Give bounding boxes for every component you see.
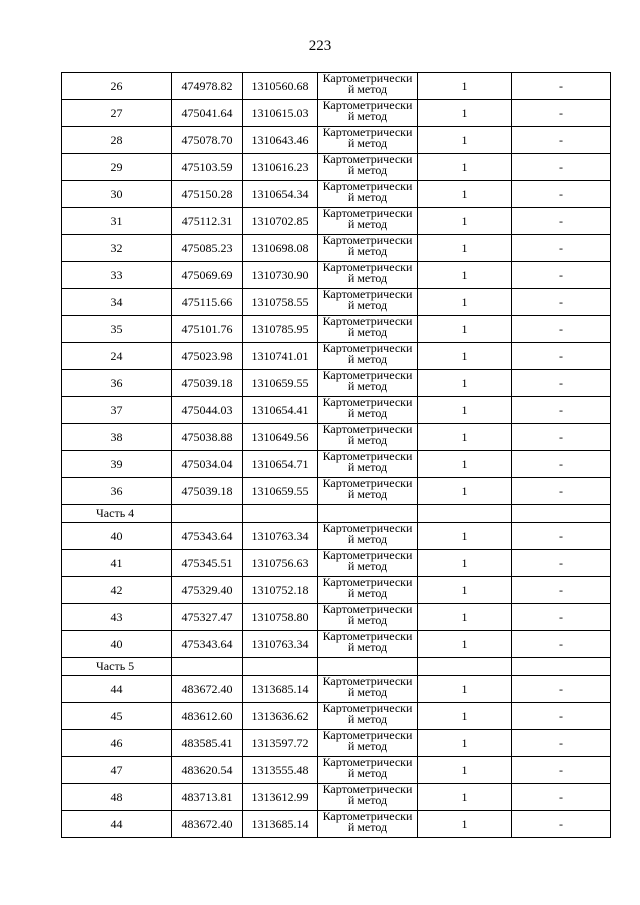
method-line-1: Картометрически [322, 207, 413, 220]
method-cell [318, 757, 418, 784]
method-line-1: Картометрически [322, 342, 413, 355]
precision-cell: 1 [418, 604, 512, 631]
x-coordinate-cell: 483620.54 [172, 757, 243, 784]
method-line-1: Картометрически [322, 450, 413, 463]
description-cell: - [512, 757, 611, 784]
x-coordinate-cell: 475103.59 [172, 154, 243, 181]
description-cell: - [512, 631, 611, 658]
table-row [62, 550, 611, 577]
y-coordinate-cell: 1310758.80 [243, 604, 318, 631]
method-line-1: Картометрически [322, 702, 413, 715]
table-row [62, 154, 611, 181]
method-cell [318, 262, 418, 289]
method-cell [318, 523, 418, 550]
method-cell [318, 316, 418, 343]
method-line-1: Картометрически [322, 522, 413, 535]
method-line-1: Картометрически [322, 126, 413, 139]
y-coordinate-cell: 1310752.18 [243, 577, 318, 604]
method-line-2: й метод [347, 559, 388, 573]
point-number-cell: 44 [62, 676, 172, 703]
y-coordinate-cell: 1313685.14 [243, 676, 318, 703]
x-coordinate-cell: 474978.82 [172, 73, 243, 100]
precision-cell: 1 [418, 208, 512, 235]
precision-cell: 1 [418, 397, 512, 424]
y-coordinate-cell: 1310659.55 [243, 478, 318, 505]
x-coordinate-cell: 483672.40 [172, 676, 243, 703]
description-cell: - [512, 235, 611, 262]
point-number-cell: 24 [62, 343, 172, 370]
table-row [62, 577, 611, 604]
description-cell: - [512, 154, 611, 181]
x-coordinate-cell: 475044.03 [172, 397, 243, 424]
empty-cell [172, 505, 243, 523]
coordinates-table [61, 72, 611, 838]
point-number-cell: 37 [62, 397, 172, 424]
y-coordinate-cell: 1310643.46 [243, 127, 318, 154]
table-row [62, 451, 611, 478]
empty-cell [172, 658, 243, 676]
y-coordinate-cell: 1310741.01 [243, 343, 318, 370]
precision-cell: 1 [418, 262, 512, 289]
method-line-2: й метод [347, 325, 388, 339]
section-label: Часть 5 [62, 658, 172, 676]
precision-cell: 1 [418, 784, 512, 811]
precision-cell: 1 [418, 154, 512, 181]
description-cell: - [512, 127, 611, 154]
method-line-1: Картометрически [322, 396, 413, 409]
y-coordinate-cell: 1313636.62 [243, 703, 318, 730]
x-coordinate-cell: 483672.40 [172, 811, 243, 838]
description-cell: - [512, 577, 611, 604]
table-row [62, 811, 611, 838]
method-line-2: й метод [347, 586, 388, 600]
x-coordinate-cell: 475069.69 [172, 262, 243, 289]
point-number-cell: 48 [62, 784, 172, 811]
method-cell [318, 784, 418, 811]
point-number-cell: 34 [62, 289, 172, 316]
y-coordinate-cell: 1310654.41 [243, 397, 318, 424]
method-line-1: Картометрически [322, 756, 413, 769]
table-row [62, 262, 611, 289]
point-number-cell: 38 [62, 424, 172, 451]
point-number-cell: 41 [62, 550, 172, 577]
method-cell [318, 127, 418, 154]
x-coordinate-cell: 483585.41 [172, 730, 243, 757]
table-row [62, 397, 611, 424]
method-cell [318, 181, 418, 208]
x-coordinate-cell: 475343.64 [172, 631, 243, 658]
method-line-2: й метод [347, 352, 388, 366]
point-number-cell: 39 [62, 451, 172, 478]
table-row [62, 235, 611, 262]
x-coordinate-cell: 475034.04 [172, 451, 243, 478]
y-coordinate-cell: 1310702.85 [243, 208, 318, 235]
description-cell: - [512, 550, 611, 577]
method-line-2: й метод [347, 613, 388, 627]
method-line-1: Картометрически [322, 153, 413, 166]
method-cell [318, 811, 418, 838]
method-cell [318, 343, 418, 370]
empty-cell [318, 658, 418, 676]
section-row [62, 658, 611, 676]
empty-cell [243, 505, 318, 523]
empty-cell [512, 505, 611, 523]
y-coordinate-cell: 1310615.03 [243, 100, 318, 127]
precision-cell: 1 [418, 73, 512, 100]
method-line-1: Картометрически [322, 576, 413, 589]
method-line-2: й метод [347, 433, 388, 447]
y-coordinate-cell: 1310654.34 [243, 181, 318, 208]
point-number-cell: 35 [62, 316, 172, 343]
method-cell [318, 676, 418, 703]
table-row [62, 343, 611, 370]
description-cell: - [512, 730, 611, 757]
method-line-2: й метод [347, 460, 388, 474]
precision-cell: 1 [418, 577, 512, 604]
precision-cell: 1 [418, 316, 512, 343]
method-cell [318, 703, 418, 730]
method-line-1: Картометрически [322, 549, 413, 562]
precision-cell: 1 [418, 478, 512, 505]
point-number-cell: 31 [62, 208, 172, 235]
description-cell: - [512, 424, 611, 451]
method-line-2: й метод [347, 379, 388, 393]
point-number-cell: 46 [62, 730, 172, 757]
description-cell: - [512, 208, 611, 235]
method-line-2: й метод [347, 298, 388, 312]
x-coordinate-cell: 475078.70 [172, 127, 243, 154]
description-cell: - [512, 523, 611, 550]
y-coordinate-cell: 1310616.23 [243, 154, 318, 181]
description-cell: - [512, 397, 611, 424]
method-cell [318, 478, 418, 505]
method-line-1: Картометрически [322, 423, 413, 436]
description-cell: - [512, 784, 611, 811]
x-coordinate-cell: 475329.40 [172, 577, 243, 604]
method-cell [318, 289, 418, 316]
method-line-1: Картометрически [322, 315, 413, 328]
point-number-cell: 40 [62, 523, 172, 550]
description-cell: - [512, 451, 611, 478]
method-cell [318, 631, 418, 658]
precision-cell: 1 [418, 181, 512, 208]
empty-cell [512, 658, 611, 676]
table-row [62, 316, 611, 343]
x-coordinate-cell: 475327.47 [172, 604, 243, 631]
table-row [62, 631, 611, 658]
x-coordinate-cell: 475023.98 [172, 343, 243, 370]
table-row [62, 424, 611, 451]
method-line-2: й метод [347, 136, 388, 150]
table-row [62, 523, 611, 550]
x-coordinate-cell: 483612.60 [172, 703, 243, 730]
point-number-cell: 47 [62, 757, 172, 784]
table-row [62, 757, 611, 784]
description-cell: - [512, 100, 611, 127]
description-cell: - [512, 316, 611, 343]
method-line-1: Картометрически [322, 369, 413, 382]
method-cell [318, 73, 418, 100]
method-line-2: й метод [347, 271, 388, 285]
precision-cell: 1 [418, 703, 512, 730]
x-coordinate-cell: 475343.64 [172, 523, 243, 550]
method-line-1: Картометрически [322, 783, 413, 796]
point-number-cell: 33 [62, 262, 172, 289]
point-number-cell: 43 [62, 604, 172, 631]
y-coordinate-cell: 1313597.72 [243, 730, 318, 757]
point-number-cell: 36 [62, 370, 172, 397]
method-line-1: Картометрически [322, 675, 413, 688]
precision-cell: 1 [418, 370, 512, 397]
precision-cell: 1 [418, 451, 512, 478]
method-line-2: й метод [347, 217, 388, 231]
y-coordinate-cell: 1313612.99 [243, 784, 318, 811]
point-number-cell: 26 [62, 73, 172, 100]
precision-cell: 1 [418, 235, 512, 262]
empty-cell [243, 658, 318, 676]
method-line-2: й метод [347, 82, 388, 96]
precision-cell: 1 [418, 550, 512, 577]
y-coordinate-cell: 1310785.95 [243, 316, 318, 343]
y-coordinate-cell: 1310756.63 [243, 550, 318, 577]
table-row [62, 208, 611, 235]
x-coordinate-cell: 483713.81 [172, 784, 243, 811]
description-cell: - [512, 604, 611, 631]
page-number: 223 [308, 38, 332, 54]
method-line-2: й метод [347, 820, 388, 834]
method-line-1: Картометрически [322, 288, 413, 301]
method-line-2: й метод [347, 190, 388, 204]
description-cell: - [512, 73, 611, 100]
y-coordinate-cell: 1310758.55 [243, 289, 318, 316]
description-cell: - [512, 343, 611, 370]
point-number-cell: 30 [62, 181, 172, 208]
point-number-cell: 29 [62, 154, 172, 181]
method-cell [318, 604, 418, 631]
precision-cell: 1 [418, 289, 512, 316]
precision-cell: 1 [418, 343, 512, 370]
y-coordinate-cell: 1310763.34 [243, 523, 318, 550]
method-line-1: Картометрически [322, 234, 413, 247]
empty-cell [418, 505, 512, 523]
table-row [62, 730, 611, 757]
table-row [62, 703, 611, 730]
x-coordinate-cell: 475039.18 [172, 478, 243, 505]
table-row [62, 478, 611, 505]
x-coordinate-cell: 475101.76 [172, 316, 243, 343]
method-line-1: Картометрически [322, 180, 413, 193]
method-cell [318, 208, 418, 235]
y-coordinate-cell: 1310698.08 [243, 235, 318, 262]
method-line-1: Картометрически [322, 810, 413, 823]
method-cell [318, 424, 418, 451]
point-number-cell: 40 [62, 631, 172, 658]
method-line-2: й метод [347, 793, 388, 807]
table-row [62, 181, 611, 208]
method-cell [318, 397, 418, 424]
point-number-cell: 27 [62, 100, 172, 127]
description-cell: - [512, 811, 611, 838]
method-line-2: й метод [347, 685, 388, 699]
point-number-cell: 32 [62, 235, 172, 262]
table-row [62, 73, 611, 100]
method-line-2: й метод [347, 739, 388, 753]
description-cell: - [512, 181, 611, 208]
method-line-1: Картометрически [322, 99, 413, 112]
description-cell: - [512, 370, 611, 397]
table-row [62, 370, 611, 397]
method-cell [318, 370, 418, 397]
table-row [62, 100, 611, 127]
y-coordinate-cell: 1310730.90 [243, 262, 318, 289]
table-row [62, 784, 611, 811]
table-row [62, 289, 611, 316]
method-line-1: Картометрически [322, 630, 413, 643]
point-number-cell: 44 [62, 811, 172, 838]
table-row [62, 604, 611, 631]
method-line-2: й метод [347, 766, 388, 780]
section-label: Часть 4 [62, 505, 172, 523]
y-coordinate-cell: 1313685.14 [243, 811, 318, 838]
table-row [62, 127, 611, 154]
y-coordinate-cell: 1310763.34 [243, 631, 318, 658]
method-line-2: й метод [347, 406, 388, 420]
y-coordinate-cell: 1310659.55 [243, 370, 318, 397]
x-coordinate-cell: 475150.28 [172, 181, 243, 208]
method-line-2: й метод [347, 244, 388, 258]
x-coordinate-cell: 475112.31 [172, 208, 243, 235]
method-line-2: й метод [347, 712, 388, 726]
precision-cell: 1 [418, 100, 512, 127]
method-line-1: Картометрически [322, 477, 413, 490]
x-coordinate-cell: 475039.18 [172, 370, 243, 397]
method-cell [318, 451, 418, 478]
x-coordinate-cell: 475041.64 [172, 100, 243, 127]
description-cell: - [512, 703, 611, 730]
precision-cell: 1 [418, 127, 512, 154]
precision-cell: 1 [418, 811, 512, 838]
precision-cell: 1 [418, 757, 512, 784]
x-coordinate-cell: 475085.23 [172, 235, 243, 262]
x-coordinate-cell: 475038.88 [172, 424, 243, 451]
precision-cell: 1 [418, 631, 512, 658]
method-line-2: й метод [347, 640, 388, 654]
method-cell [318, 100, 418, 127]
x-coordinate-cell: 475345.51 [172, 550, 243, 577]
y-coordinate-cell: 1310654.71 [243, 451, 318, 478]
x-coordinate-cell: 475115.66 [172, 289, 243, 316]
section-row [62, 505, 611, 523]
method-line-1: Картометрически [322, 603, 413, 616]
y-coordinate-cell: 1310649.56 [243, 424, 318, 451]
description-cell: - [512, 289, 611, 316]
empty-cell [418, 658, 512, 676]
method-line-1: Картометрически [322, 729, 413, 742]
precision-cell: 1 [418, 676, 512, 703]
point-number-cell: 36 [62, 478, 172, 505]
method-cell [318, 154, 418, 181]
y-coordinate-cell: 1310560.68 [243, 73, 318, 100]
y-coordinate-cell: 1313555.48 [243, 757, 318, 784]
precision-cell: 1 [418, 424, 512, 451]
method-cell [318, 550, 418, 577]
method-line-2: й метод [347, 532, 388, 546]
table-row [62, 676, 611, 703]
method-line-1: Картометрически [322, 72, 413, 85]
point-number-cell: 45 [62, 703, 172, 730]
method-line-2: й метод [347, 109, 388, 123]
method-cell [318, 235, 418, 262]
method-line-2: й метод [347, 163, 388, 177]
method-cell [318, 730, 418, 757]
precision-cell: 1 [418, 730, 512, 757]
description-cell: - [512, 478, 611, 505]
method-line-1: Картометрически [322, 261, 413, 274]
description-cell: - [512, 262, 611, 289]
method-cell [318, 577, 418, 604]
precision-cell: 1 [418, 523, 512, 550]
method-line-2: й метод [347, 487, 388, 501]
point-number-cell: 42 [62, 577, 172, 604]
empty-cell [318, 505, 418, 523]
description-cell: - [512, 676, 611, 703]
point-number-cell: 28 [62, 127, 172, 154]
